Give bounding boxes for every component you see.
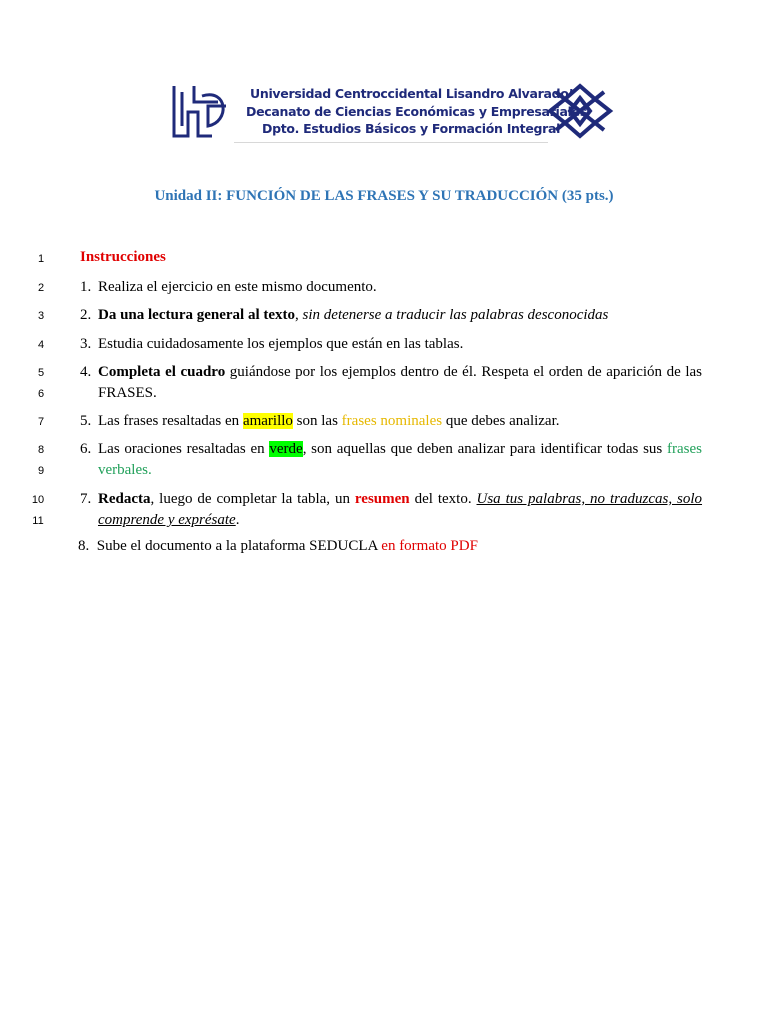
list-item: 3. Estudia cuidadosamente los ejemplos que están en las tablas. [80,336,464,352]
green-highlight: verde [269,441,303,457]
list-item: 8. Sube el documento a la plataforma SEDUCLA en formato PDF [78,538,478,554]
line-number: 2 [37,282,45,294]
line-number: 5 [37,367,45,379]
line-number: 3 [37,310,45,322]
header-line-university: Universidad Centroccidental Lisandro Alvarado” [250,86,577,101]
line-number: 11 [32,515,44,527]
yellow-highlight: amarillo [242,413,293,429]
header-line-decanato: Decanato de Ciencias Económicas y Empresariales [246,104,587,119]
list-item: 7. Redacta, luego de completar la tabla, un resumen del texto. Usa tus palabras, no traduzcas, solo comprende y exprésate. [80,491,703,528]
line-number: 4 [37,339,45,351]
line-number: 8 [37,444,45,456]
line-number: 6 [37,388,45,400]
header-line-department: Dpto. Estudios Básicos y Formación Integral [262,121,561,136]
university-logo-icon [168,82,234,140]
list-item: 2. Da una lectura general al texto, sin detenerse a traducir las palabras desconocidas [80,307,609,323]
header-text-block [234,82,587,143]
decanato-emblem-icon [546,82,614,140]
line-number: 7 [37,416,45,428]
line-number: 1 [37,253,45,265]
line-number: 9 [37,465,45,477]
line-number: 10 [31,494,45,506]
list-item: 1. Realiza el ejercicio en este mismo documento. [80,279,377,295]
instructions-heading: Instrucciones [80,249,166,265]
list-item: 4. Completa el cuadro guiándose por los ejemplos dentro de él. Respeta el orden de aparición de las FRASES. [80,364,702,401]
list-item: 6. Las oraciones resaltadas en verde, son aquellas que deben analizar para identificar todas sus frases verbales. [80,441,702,478]
page-title: Unidad II: FUNCIÓN DE LAS FRASES Y SU TRADUCCIÓN (35 pts.) [154,188,614,204]
list-item: 5. Las frases resaltadas en amarillo son las frases nominales que debes analizar. [80,413,560,429]
document-header [168,80,616,144]
